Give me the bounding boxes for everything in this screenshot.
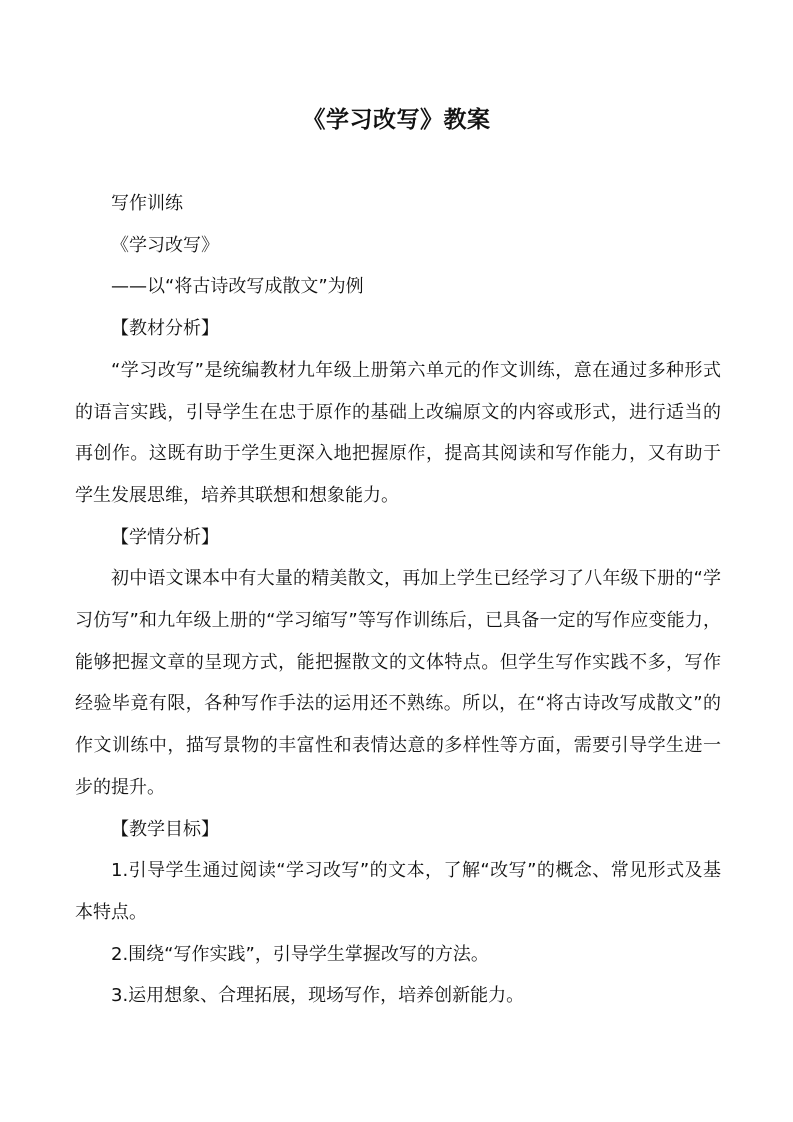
heading-teaching-goals: 【教学目标】 <box>111 818 219 840</box>
document-title: 《学习改写》教案 <box>302 107 491 133</box>
paragraph-learner-analysis: 初中语文课本中有大量的精美散文，再加上学生已经学习了八年级下册的“学习仿写”和九年级上册的“学习缩写”等写作训练后，已具备一定的写作应变能力，能够把握文章的呈现方式，能把握散文的文体特点。但学生写作实践不多，写作经验毕竟有限，各种写作手法的运用还不熟练。所以，在“将古诗改写成散文”的作文训练中，描写景物的丰富性和表情达意的多样性等方面，需要引导学生进一步的提升。 <box>75 568 721 798</box>
lesson-title: 《学习改写》 <box>111 234 219 256</box>
heading-learner-analysis: 【学情分析】 <box>111 526 219 548</box>
section-label-writing-training: 写作训练 <box>111 193 183 214</box>
goal-item-2: 2.围绕“写作实践”，引导学生掌握改写的方法。 <box>111 943 489 965</box>
document-body <box>75 183 721 1017</box>
goal-item-1: 1.引导学生通过阅读“学习改写”的文本，了解“改写”的概念、常见形式及基本特点。 <box>75 860 721 923</box>
paragraph-material-analysis: “学习改写”是统编教材九年级上册第六单元的作文训练，意在通过多种形式的语言实践，引导学生在忠于原作的基础上改编原文的内容或形式，进行适当的再创作。这既有助于学生更深入地把握原作，提高其阅读和写作能力，又有助于学生发展思维，培养其联想和想象能力。 <box>75 359 721 506</box>
goal-item-3: 3.运用想象、合理拓展，现场写作，培养创新能力。 <box>111 985 525 1007</box>
heading-material-analysis: 【教材分析】 <box>111 318 219 340</box>
lesson-subtitle: ——以“将古诗改写成散文”为例 <box>111 276 364 298</box>
